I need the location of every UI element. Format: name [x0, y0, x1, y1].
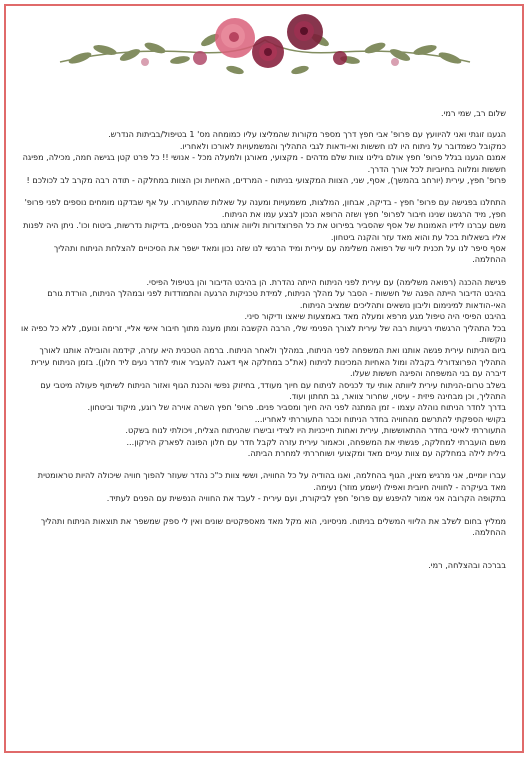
- text-line: בתקופה הקרובה אני אמור להיפגש עם פרופ' חפץ לביקורת, ועם עירית - לעבד את החוויה הנפשית עם הפנים לעתיד.: [106, 493, 506, 504]
- greeting: שלום רב, שמי רמי.: [441, 108, 506, 118]
- text-line: בהיבט הדיבור הייתה הפגה של חששות - הסבר על מהלך הניתוח, למידת טכניקות הרגעה והתמודדות לפני ובמהלך הניתוח, הורדת גורם האי-הודאות למינימום וליבון נושאים ותהליכים שמציב הניתוח.: [47, 288, 506, 310]
- rose-right-icon: [287, 14, 323, 50]
- text-line: התעוררתי לאיטי בחדר ההתאוששות, עירית ואחות חייכניות היו לצידי ובישרו שהניתוח הצליח, ויכולתי לנוח בשקט.: [125, 425, 506, 436]
- text-line: ממליץ בחום לשלב את הליווי המשלים בניתוח. מניסיוני, הוא מקל מאד מאספקטים שונים ואין לי ספק שמשפר את תוצאות הניתוח ותהליך ההחלמה.: [40, 515, 506, 537]
- text-line: אסף סיפר לנו על תכנית ליווי של רפואה משלימה עם עירית ומיד הרגשי לנו שזה נכון ומאד ישפר את הסיכויים להצלחת הניתוח ותהליך ההחלמה.: [53, 243, 506, 265]
- text-line: פגישת ההכנה (רפואה משלימה) עם עירית לפני הניתוח הייתה נהדרת. הן בהיבט הדיבור והן בטיפול הפיסי.: [146, 276, 506, 287]
- rose-left-icon: [215, 18, 255, 58]
- text-line: בשלב טרום-הניתוח עירית ליוותה אותי עד לכניסה לניתוח עם חיוך מעודד, בחיזוק נפשי והכנת הגוף ואזור הניתוח לשיתוף פעולה מיטבי עם התהליך, וכן מבחינה פיזית - עיסוי, שחרור צוואר, גב תחתון ועוד.: [40, 379, 506, 401]
- letter-body: [20, 108, 506, 572]
- paragraph-preparation: [20, 277, 506, 460]
- text-line: בקושי הספקתי להתרשם מהחוויה בחדר הניתוח וכבר התעוררתי לאחריו...: [254, 413, 506, 424]
- floral-header: [50, 0, 480, 88]
- text-line: עברו יומיים, אני מרגיש מצוין, הגוף בהחלמה, ואנו בהודיה על כל החוויה, וששי צוות כ"כ נהדר שעוזר להפוך חוויה שיכולה להיות טראומטית מאד בעיקרה - לחוויה חיובית ואפילו (ישמע מוזר) נעימה.: [37, 470, 506, 492]
- text-line: אמנם הגענו בגלל פרופ' חפץ אולם גילינו צוות שלם מדהים - מקצועי, מאורגן ולמעלה מכל - אנושי !! כל פרט קטן בגישה חמה, מכילה, מפיגה חששות ומלווה בחיוביות לכל אורך הדרך.: [22, 152, 506, 174]
- paragraph-first-meeting: [20, 197, 506, 265]
- text-line: משם הועברתי למחלקה, פגשתי את המשפחה, וכאמור עירית עזרה לקבל חדר עם חלון הפונה לפארק הירקון...: [126, 436, 506, 447]
- paragraph-recommendation: [20, 516, 506, 539]
- rose-center-icon: [252, 36, 284, 68]
- text-line: משם עברנו לידיו האמונות של אסף שהסביר בפירוט את כל הפרוצדורות וליווה אותנו בכל הטפסים, בדיקות נדרשות, ביטוח וכו'. ניתן היה לפנות אליו בשאלות בכל עת והוא מאד עזר והקנה ביטחון.: [23, 220, 506, 242]
- text-line: הגענו זוגתי ואני להיוועץ עם פרופ' אבי חפץ דרך מספר מקורות שהמליצו עליו כמומחה מס' 1 בטיפול/בביתות הנדרש.: [108, 129, 506, 140]
- text-line: ביום הניתוח עירית פגשה אותנו ואת המשפחה לפני הניתוח, במהלך ולאחר הניתוח. ברמה הטכנית היא עזרה, קידמה והובילה אותנו לאורך התהליך הפרוצדורלי בקבלה ומול האחיות המכינות לניתוח (את"כ במחלקה אף דאגה להעביר אותי לחדר נעים ליד חלון). בזמן הניתוח עירית דיברה עם בני המשפחה והפיגה חששות שעלו.: [31, 345, 506, 379]
- text-line: התחלנו בפגישה עם פרופ' חפץ - בדיקה, אבחון, המלצות, משמעויות ומענה על שאלות שהתעוררו. על אף שבדקנו מומחים נוספים לפני פרופ' חפץ, מיד הרגשנו שנינו חיבור לפרופ' חפץ ושזה הרופא הנכון לבצע עמו את הניתוח.: [24, 197, 506, 219]
- text-line: כמקובל כשמדובר על ניתוח היו לנו חששות ואי-ודאות לגבי התהליך והמשמעויות לאורכו ולאחריו.: [179, 140, 506, 151]
- text-line: פרופ' חפץ, עירית (יורחב בהמשך), אסף, שני, הצוות המקצועי בניתוח - המרדים, האחיות וכן הצוות במחלקה - תודה רבה מקרב לב לכולכם !: [26, 175, 506, 186]
- paragraph-intro: [20, 129, 506, 186]
- paragraph-recovery: [20, 470, 506, 504]
- text-line: בהיבט הפיסי היה טיפול מגע מרפא ומעלה מאד באמצעות שיאצו ודיקור סיני.: [244, 311, 506, 322]
- text-line: בכל התהליך הרגשתי רגיעות רבה של עירית לצורך הפנימי שלי, הרבה הקשבה ומתן מענה מתוך חיבור אישי אליי, זרימה ונועם, ללא כל כפיה או נוקשות.: [20, 322, 506, 344]
- text-line: בילית לילה במחלקה עם צוות עניים מאד ומקצועי ושוחררתי למחרת הביתה.: [247, 447, 506, 458]
- closing-signature: בברכה ובהצלחה, רמי.: [428, 560, 506, 571]
- text-line: בדרך לחדר הניתוח נוהלה עצמו - זמן המתנה לפני היה חיוך ומסביר פנים. פרופ' חפץ השרה אוירה של רוגע, מיקוד וביטחון.: [87, 402, 506, 413]
